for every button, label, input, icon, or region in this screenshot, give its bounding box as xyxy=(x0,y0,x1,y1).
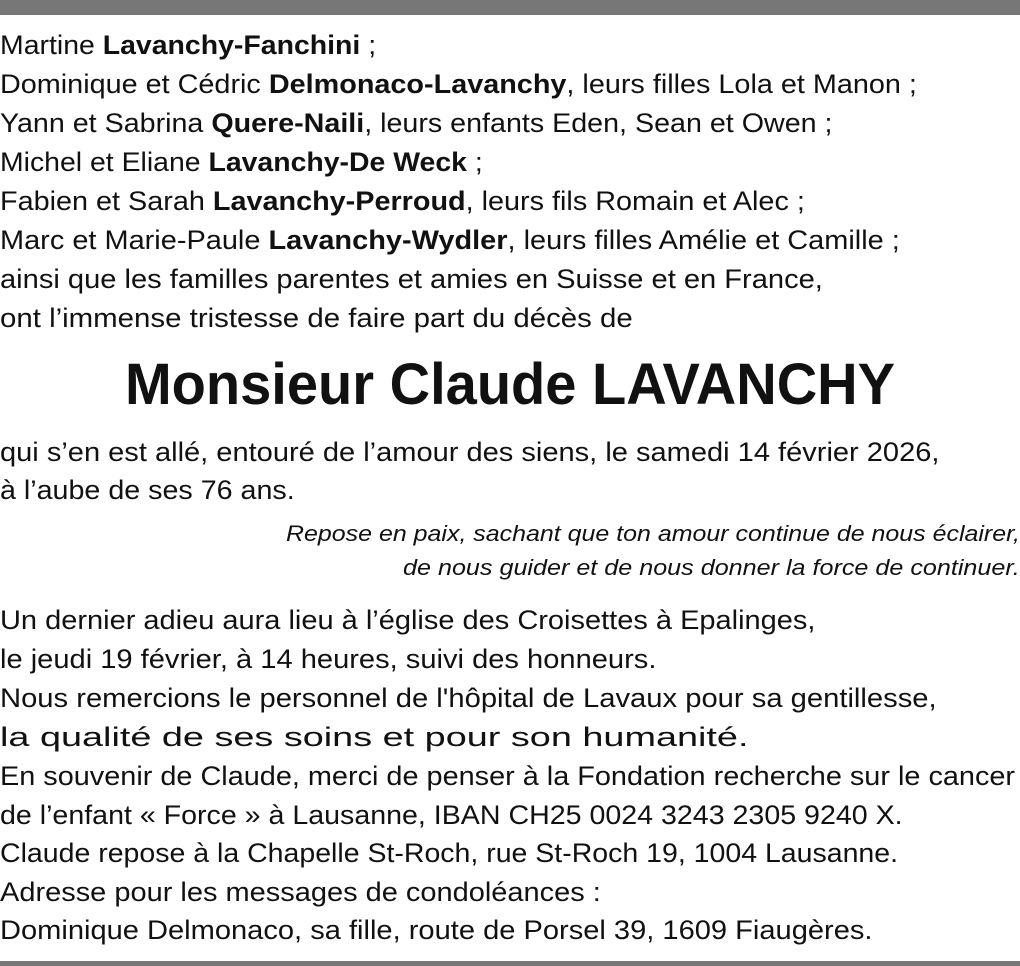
info-line: Dominique Delmonaco, sa fille, route de Porsel 39, 1609 Fiaugères. xyxy=(0,915,873,945)
info-line: Nous remercions le personnel de l'hôpital de Lavaux pour sa gentillesse, xyxy=(0,683,937,713)
family-name: Delmonaco-Lavanchy xyxy=(268,69,567,99)
text: , leurs enfants Eden, Sean et Owen ; xyxy=(364,108,833,138)
info-line: Claude repose à la Chapelle St-Roch, rue St-Roch 19, 1004 Lausanne. xyxy=(0,838,899,868)
info-line: Un dernier adieu aura lieu à l’église des Croisettes à Epalinges, xyxy=(0,605,816,635)
info-line: En souvenir de Claude, merci de penser à la Fondation recherche sur le cancer xyxy=(0,761,1016,791)
text: Michel et Eliane xyxy=(0,147,209,177)
family-name: Lavanchy-De Weck xyxy=(208,147,467,177)
text: , leurs fils Romain et Alec ; xyxy=(465,186,805,216)
quote-line: Repose en paix, sachant que ton amour continue de nous éclairer, xyxy=(286,521,1020,546)
family-line xyxy=(0,220,900,260)
deceased-name-heading: Monsieur Claude LAVANCHY xyxy=(125,352,896,417)
death-line: à l’aube de ses 76 ans. xyxy=(0,475,295,505)
text: , leurs filles Amélie et Camille ; xyxy=(507,225,900,255)
family-name: Lavanchy-Perroud xyxy=(212,186,466,216)
text: , leurs filles Lola et Manon ; xyxy=(566,69,917,99)
intro-line: ainsi que les familles parentes et amies en Suisse et en France, xyxy=(0,264,823,294)
death-line: qui s’en est allé, entouré de l’amour des siens, le samedi 14 février 2026, xyxy=(0,437,940,467)
text: ; xyxy=(466,147,483,177)
text: Martine xyxy=(0,30,103,60)
family-line xyxy=(0,142,483,182)
text: Fabien et Sarah xyxy=(0,186,213,216)
family-name: Lavanchy-Wydler xyxy=(268,225,508,255)
bottom-rule xyxy=(0,961,1020,966)
family-name: Lavanchy-Fanchini xyxy=(102,30,361,60)
info-line: Adresse pour les messages de condoléances : xyxy=(0,877,601,907)
info-line: de l’enfant « Force » à Lausanne, IBAN CH25 0024 3243 2305 9240 X. xyxy=(0,800,903,830)
family-line xyxy=(0,25,376,65)
intro-line: ont l’immense tristesse de faire part du décès de xyxy=(0,303,633,333)
family-name: Quere-Naili xyxy=(211,108,365,138)
text: Yann et Sabrina xyxy=(0,108,212,138)
text: Marc et Marie-Paule xyxy=(0,225,269,255)
family-line xyxy=(0,103,832,143)
family-line xyxy=(0,64,917,104)
text: ; xyxy=(360,30,377,60)
top-rule xyxy=(0,0,1020,15)
info-line: la qualité de ses soins et pour son humanité. xyxy=(0,722,749,752)
info-line: le jeudi 19 février, à 14 heures, suivi des honneurs. xyxy=(0,644,657,674)
family-line xyxy=(0,181,805,221)
text: Dominique et Cédric xyxy=(0,69,269,99)
quote-line: de nous guider et de nous donner la force de continuer. xyxy=(403,555,1020,580)
